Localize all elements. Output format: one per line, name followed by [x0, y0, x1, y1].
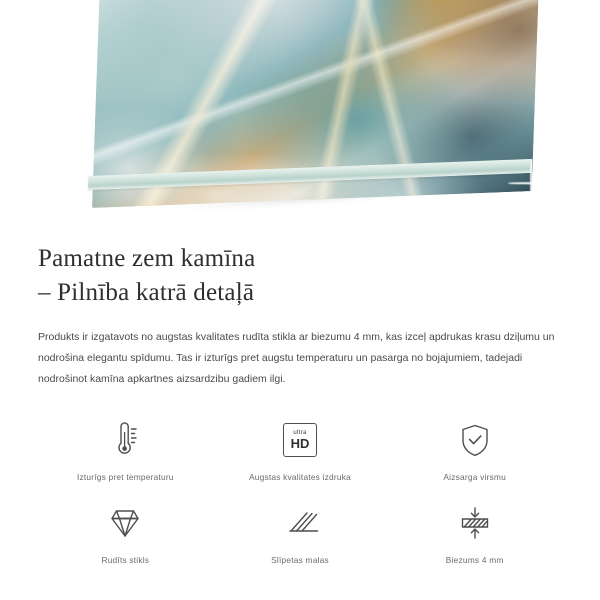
shield-check-icon [449, 417, 501, 463]
diamond-icon [99, 500, 151, 546]
page-title [38, 242, 562, 309]
feature-item-thickness [387, 500, 562, 565]
description-paragraph: Produkts ir izgatavots no augstas kvalitates rudīta stikla ar biezumu 4 mm, kas izceļ apdrukas krasu dziļumu un nodrošina elegantu spīdumu. Tas ir izturīgs pret augstu temperaturu un pasarga no bojajumiem, tadejadi nodrošinot kamīna apkartnes aizsardzibu gadiem ilgi. [38, 331, 555, 386]
feature-item-print-quality [213, 417, 388, 482]
page-title-line-1: Pamatne zem kamīna [38, 245, 256, 272]
feature-label: Rudīts stikls [101, 554, 150, 565]
feature-item-temperature [38, 417, 213, 482]
feature-item-polished-edges [213, 500, 388, 565]
thermometer-icon [99, 417, 151, 463]
feature-label: Aizsarga virsmu [443, 471, 506, 482]
feature-item-surface-protection [387, 417, 562, 482]
polished-edges-icon [274, 500, 326, 546]
ultra-hd-badge-bottom: HD [290, 435, 310, 451]
feature-label: Augstas kvalitates izdruka [248, 471, 351, 482]
sparkle-icon [536, 187, 564, 215]
page-title-line-2: – Pilnība katrā detaļā [38, 278, 255, 306]
ultra-hd-badge-top: ultra [293, 428, 307, 436]
thickness-arrows-icon [449, 500, 501, 546]
feature-label: Biezums 4 mm [445, 554, 504, 565]
feature-item-tempered-glass [38, 500, 213, 565]
hero-image [0, 0, 600, 222]
feature-label: Izturīgs pret temperaturu [76, 471, 174, 482]
feature-grid [38, 417, 562, 565]
feature-label: Slīpetas malas [271, 554, 329, 565]
ultra-hd-icon [274, 417, 326, 463]
